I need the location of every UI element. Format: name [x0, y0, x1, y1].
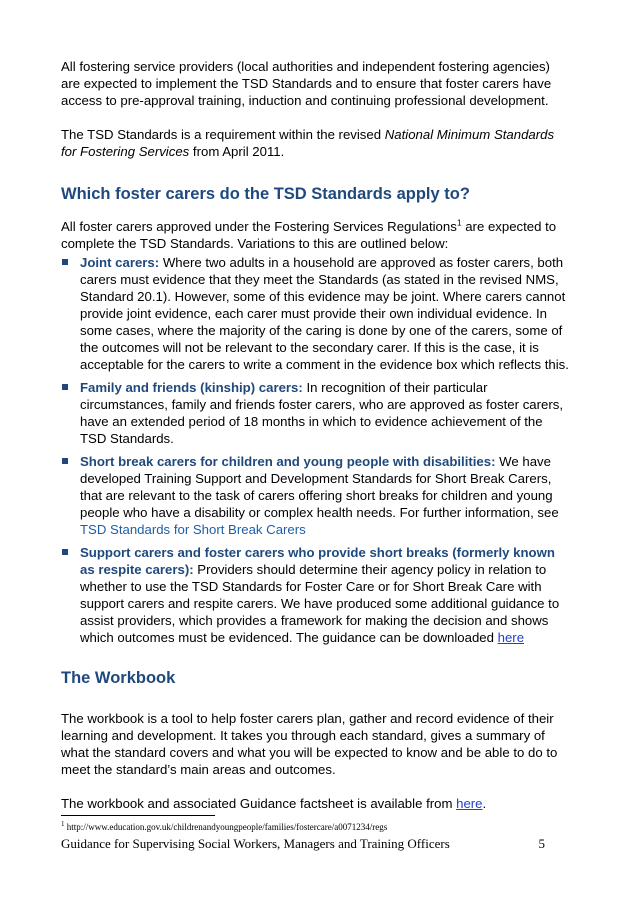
footnote-url[interactable]: http://www.education.gov.uk/childrenandyoungpeople/families/fostercare/a0071234/regs	[64, 822, 388, 832]
list-item-short-break-carers	[61, 453, 571, 538]
square-bullet-icon	[62, 384, 68, 390]
workbook-paragraph: The workbook is a tool to help foster carers plan, gather and record evidence of their learning and development. It takes you through each standard, gives a summary of what the standard covers and what you will be expected to know and be able to do to meet the standard’s main areas and outcomes.	[61, 711, 558, 777]
section-heading-workbook: The Workbook	[61, 669, 176, 687]
list-item-support-carers	[61, 544, 571, 646]
approved-carers-text-after: are expected to complete the TSD Standards. Variations to this are outlined below:	[61, 219, 557, 251]
guidance-download-link[interactable]: here	[497, 630, 525, 645]
requirement-text-after: from April 2011.	[189, 144, 285, 159]
list-item-term: Joint carers:	[80, 255, 160, 270]
square-bullet-icon	[62, 458, 68, 464]
approved-carers-text-before: All foster carers approved under the Fostering Services Regulations	[61, 219, 457, 234]
square-bullet-icon	[62, 549, 68, 555]
approved-carers-paragraph	[61, 218, 571, 252]
footnote-divider	[61, 815, 215, 816]
list-item-kinship-carers	[61, 379, 571, 447]
workbook-availability-paragraph	[61, 795, 571, 812]
requirement-text-before: The TSD Standards is a requirement within the revised	[61, 127, 385, 142]
list-item-text: We have developed Training Support and Development Standards for Short Break Carers, that are relevant to the task of carers offering short breaks for children and young people who have a disability or complex health needs. For further information, see	[80, 454, 559, 520]
document-body	[61, 58, 571, 812]
nms-title-italic: National Minimum Standards for Fostering Services	[61, 127, 555, 159]
footnote	[61, 822, 387, 833]
carer-types-list	[61, 254, 571, 646]
list-item-text: Providers should determine their agency policy in relation to whether to use the TSD Standards for Foster Care or for Short Break Care with support carers and respite carers. We have produced some additional guidance to assist providers, which provides a framework for making the decision and shows which outcomes must be evidenced. The guidance can be downloaded	[80, 562, 560, 645]
footer-title: Guidance for Supervising Social Workers, Managers and Training Officers	[61, 836, 450, 851]
list-item-term: Family and friends (kinship) carers:	[80, 380, 303, 395]
intro-paragraph: All fostering service providers (local authorities and independent fostering agencies) are expected to implement the TSD Standards and to ensure that foster carers have access to pre-approval training, induction and continuing professional development.	[61, 59, 552, 108]
footnote-number: 1	[61, 820, 65, 828]
footnote-reference[interactable]: 1	[456, 217, 462, 228]
list-item-joint-carers	[61, 254, 571, 373]
availability-text-after: .	[482, 796, 487, 811]
list-item-term: Short break carers for children and young people with disabilities:	[80, 454, 496, 469]
requirement-paragraph	[61, 126, 571, 160]
section-heading-which-carers: Which foster carers do the TSD Standards apply to?	[61, 185, 470, 203]
page-footer	[61, 836, 545, 852]
square-bullet-icon	[62, 259, 68, 265]
list-item-text: In recognition of their particular circumstances, family and friends foster carers, who are approved as foster carers, have an extended period of 18 months in which to evidence achievement of the TSD Standards.	[80, 380, 564, 446]
page-number: 5	[538, 836, 545, 851]
list-item-text: Where two adults in a household are approved as foster carers, both carers must evidence that they meet the Standards (as stated in the revised NMS, Standard 20.1). However, some of this evidence may be joint. Where carers cannot provide joint evidence, each carer must provide their own individual evidence. In some cases, where the majority of the caring is done by one of the carers, some of the outcomes will not be relevant to the secondary carer. If this is the case, it is acceptable for the carers to write a comment in the evidence box which reflects this.	[80, 255, 569, 372]
availability-text-before: The workbook and associated Guidance factsheet is available from	[61, 796, 457, 811]
short-break-standards-link[interactable]: TSD Standards for Short Break Carers	[80, 522, 306, 537]
list-item-term: Support carers and foster carers who provide short breaks (formerly known as respite carers):	[80, 545, 555, 577]
workbook-download-link[interactable]: here	[456, 796, 483, 811]
